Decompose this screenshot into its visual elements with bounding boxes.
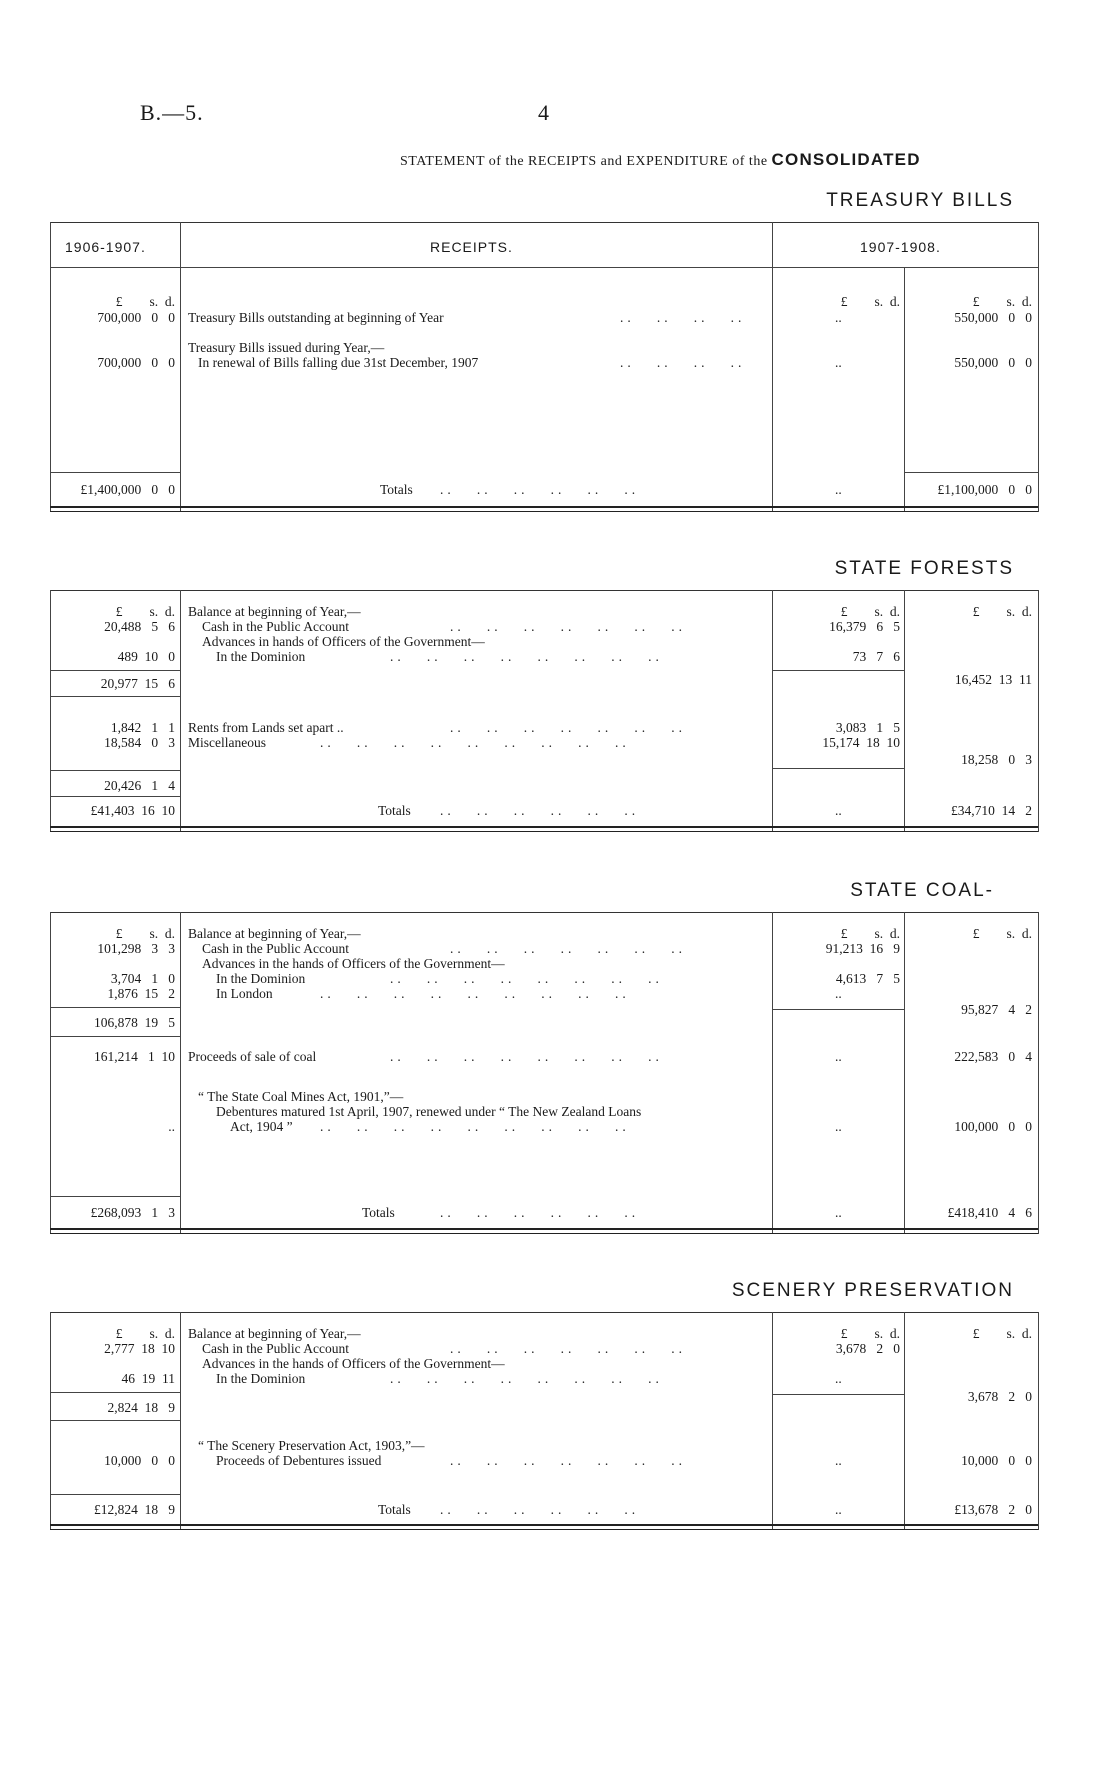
- prev-value: 18,584 0 3: [104, 735, 175, 750]
- totals-label: Totals: [378, 1502, 411, 1517]
- total-prev: £12,824 18 9: [94, 1502, 175, 1517]
- col-header-receipts: RECEIPTS.: [430, 239, 513, 255]
- row-label: Advances in the hands of Officers of the Government—: [202, 956, 505, 971]
- total-curr: £13,678 2 0: [954, 1502, 1032, 1517]
- mid-value: ..: [835, 355, 842, 370]
- total-prev: £41,403 16 10: [90, 803, 175, 818]
- mid-value: 3,083 1 5: [835, 720, 900, 735]
- row-label: Cash in the Public Account: [202, 619, 349, 634]
- mid-value: ..: [835, 310, 842, 325]
- col-header-curr-year: 1907-1908.: [860, 239, 941, 255]
- units-mid: £ s. d.: [840, 294, 900, 309]
- prev-value: 489 10 0: [117, 649, 175, 664]
- mid-value: ..: [835, 1205, 842, 1220]
- section-title-treasury-bills: TREASURY BILLS: [826, 190, 1014, 211]
- units-prev: £ s. d.: [115, 926, 175, 941]
- prev-value: 161,214 1 10: [94, 1049, 175, 1064]
- row-label: “ The Scenery Preservation Act, 1903,”—: [198, 1438, 425, 1453]
- prev-value: 1,876 15 2: [107, 986, 175, 1001]
- curr-value: 550,000 0 0: [954, 355, 1032, 370]
- curr-value: 222,583 0 4: [954, 1049, 1032, 1064]
- leader-dots: .. .. .. .. .. ..: [440, 1205, 640, 1220]
- title-bold: CONSOLIDATED: [771, 150, 921, 169]
- curr-value: 16,452 13 11: [954, 672, 1032, 687]
- total-curr: £34,710 14 2: [951, 803, 1032, 818]
- prev-value: ..: [168, 1119, 175, 1134]
- leader-dots: .. .. .. .. .. .. .. .. ..: [320, 735, 630, 750]
- row-label: Treasury Bills issued during Year,—: [188, 340, 385, 355]
- units-prev: £ s. d.: [115, 294, 175, 309]
- prev-value: 20,426 1 4: [104, 778, 175, 793]
- row-label: Advances in the hands of Officers of the Government—: [202, 1356, 505, 1371]
- mid-value: ..: [835, 1502, 842, 1517]
- mid-value: ..: [835, 1371, 842, 1386]
- mid-value: ..: [835, 986, 842, 1001]
- mid-value: ..: [835, 482, 842, 497]
- mid-value: 91,213 16 9: [825, 941, 900, 956]
- curr-value: 95,827 4 2: [961, 1002, 1032, 1017]
- curr-value: 10,000 0 0: [961, 1453, 1032, 1468]
- document-reference: B.—5.: [140, 100, 204, 125]
- row-label: Proceeds of sale of coal: [188, 1049, 317, 1064]
- prev-value: 20,977 15 6: [100, 676, 175, 691]
- prev-value: 106,878 19 5: [94, 1015, 175, 1030]
- leader-dots: .. .. .. .. .. .. ..: [450, 1341, 686, 1356]
- prev-value: 20,488 5 6: [104, 619, 175, 634]
- units-mid: £ s. d.: [840, 926, 900, 941]
- units-curr: £ s. d.: [972, 1326, 1032, 1341]
- curr-value: 3,678 2 0: [967, 1389, 1032, 1404]
- totals-label: Totals: [378, 803, 411, 818]
- leader-dots: .. .. .. .. .. .. ..: [450, 720, 686, 735]
- total-curr: £418,410 4 6: [947, 1205, 1032, 1220]
- leader-dots: .. .. .. .. .. .. ..: [450, 1453, 686, 1468]
- mid-value: 15,174 18 10: [822, 735, 900, 750]
- row-label: Act, 1904 ”: [230, 1119, 293, 1134]
- units-mid: £ s. d.: [840, 1326, 900, 1341]
- statement-title: [400, 150, 921, 170]
- row-label: Balance at beginning of Year,—: [188, 1326, 361, 1341]
- prev-value: 3,704 1 0: [110, 971, 175, 986]
- state-coal-table: [50, 912, 1038, 1234]
- mid-value: 73 7 6: [852, 649, 900, 664]
- mid-value: ..: [835, 1049, 842, 1064]
- scenery-preservation-table: [50, 1312, 1038, 1530]
- row-label: Advances in hands of Officers of the Government—: [202, 634, 485, 649]
- row-label: Proceeds of Debentures issued: [216, 1453, 382, 1468]
- total-prev: £268,093 1 3: [90, 1205, 175, 1220]
- page-number: 4: [538, 100, 549, 125]
- leader-dots: .. .. .. .. .. .. .. ..: [390, 649, 663, 664]
- units-curr: £ s. d.: [972, 926, 1032, 941]
- section-title-state-coal: STATE COAL-: [850, 880, 994, 901]
- mid-value: ..: [835, 1453, 842, 1468]
- row-label: Balance at beginning of Year,—: [188, 604, 361, 619]
- leader-dots: .. .. .. .. .. .. .. .. ..: [320, 1119, 630, 1134]
- mid-value: 4,613 7 5: [835, 971, 900, 986]
- treasury-bills-table: [50, 222, 1038, 512]
- row-label: In the Dominion: [216, 971, 306, 986]
- curr-value: 550,000 0 0: [954, 310, 1032, 325]
- prev-value: 2,777 18 10: [104, 1341, 175, 1356]
- mid-value: ..: [835, 1119, 842, 1134]
- leader-dots: .. .. .. .. .. .. ..: [450, 619, 686, 634]
- row-label: Balance at beginning of Year,—: [188, 926, 361, 941]
- row-label: In the Dominion: [216, 1371, 306, 1386]
- totals-label: Totals: [362, 1205, 395, 1220]
- mid-value: ..: [835, 803, 842, 818]
- mid-value: 16,379 6 5: [829, 619, 900, 634]
- prev-value: 101,298 3 3: [97, 941, 175, 956]
- units-curr: £ s. d.: [972, 604, 1032, 619]
- state-forests-table: [50, 590, 1038, 832]
- prev-value: 2,824 18 9: [107, 1400, 175, 1415]
- mid-value: 3,678 2 0: [835, 1341, 900, 1356]
- leader-dots: .. .. .. .. .. ..: [440, 482, 640, 497]
- units-prev: £ s. d.: [115, 1326, 175, 1341]
- row-label: Debentures matured 1st April, 1907, renewed under “ The New Zealand Loans: [216, 1104, 642, 1119]
- leader-dots: .. .. .. .. .. .. .. .. ..: [320, 986, 630, 1001]
- section-title-scenery-preservation: SCENERY PRESERVATION: [731, 1280, 1014, 1301]
- leader-dots: .. .. .. ..: [620, 310, 746, 325]
- row-label: Cash in the Public Account: [202, 941, 349, 956]
- curr-value: 18,258 0 3: [961, 752, 1032, 767]
- curr-value: 100,000 0 0: [954, 1119, 1032, 1134]
- prev-value: 700,000 0 0: [97, 355, 175, 370]
- leader-dots: .. .. .. ..: [620, 355, 746, 370]
- prev-value: 1,842 1 1: [110, 720, 175, 735]
- title-prefix: STATEMENT of the RECEIPTS and EXPENDITURE of the: [400, 154, 768, 169]
- prev-value: 46 19 11: [121, 1371, 175, 1386]
- leader-dots: .. .. .. .. .. .. ..: [450, 941, 686, 956]
- leader-dots: .. .. .. .. .. .. .. ..: [390, 1049, 663, 1064]
- row-label: In London: [216, 986, 273, 1001]
- leader-dots: .. .. .. .. .. ..: [440, 1502, 640, 1517]
- row-label: Treasury Bills outstanding at beginning of Year: [188, 310, 444, 325]
- row-label: In renewal of Bills falling due 31st December, 1907: [198, 355, 479, 370]
- row-label: “ The State Coal Mines Act, 1901,”—: [198, 1089, 404, 1104]
- col-header-prev-year: 1906-1907.: [65, 239, 146, 255]
- units-curr: £ s. d.: [972, 294, 1032, 309]
- prev-value: 700,000 0 0: [97, 310, 175, 325]
- row-label: In the Dominion: [216, 649, 306, 664]
- prev-value: 10,000 0 0: [104, 1453, 175, 1468]
- row-label: Miscellaneous: [188, 735, 266, 750]
- leader-dots: .. .. .. .. .. ..: [440, 803, 640, 818]
- units-mid: £ s. d.: [840, 604, 900, 619]
- leader-dots: .. .. .. .. .. .. .. ..: [390, 971, 663, 986]
- leader-dots: .. .. .. .. .. .. .. ..: [390, 1371, 663, 1386]
- section-title-state-forests: STATE FORESTS: [834, 558, 1014, 579]
- totals-label: Totals: [380, 482, 413, 497]
- row-label: Cash in the Public Account: [202, 1341, 349, 1356]
- total-curr: £1,100,000 0 0: [937, 482, 1032, 497]
- total-prev: £1,400,000 0 0: [80, 482, 175, 497]
- units-prev: £ s. d.: [115, 604, 175, 619]
- row-label: Rents from Lands set apart ..: [188, 720, 344, 735]
